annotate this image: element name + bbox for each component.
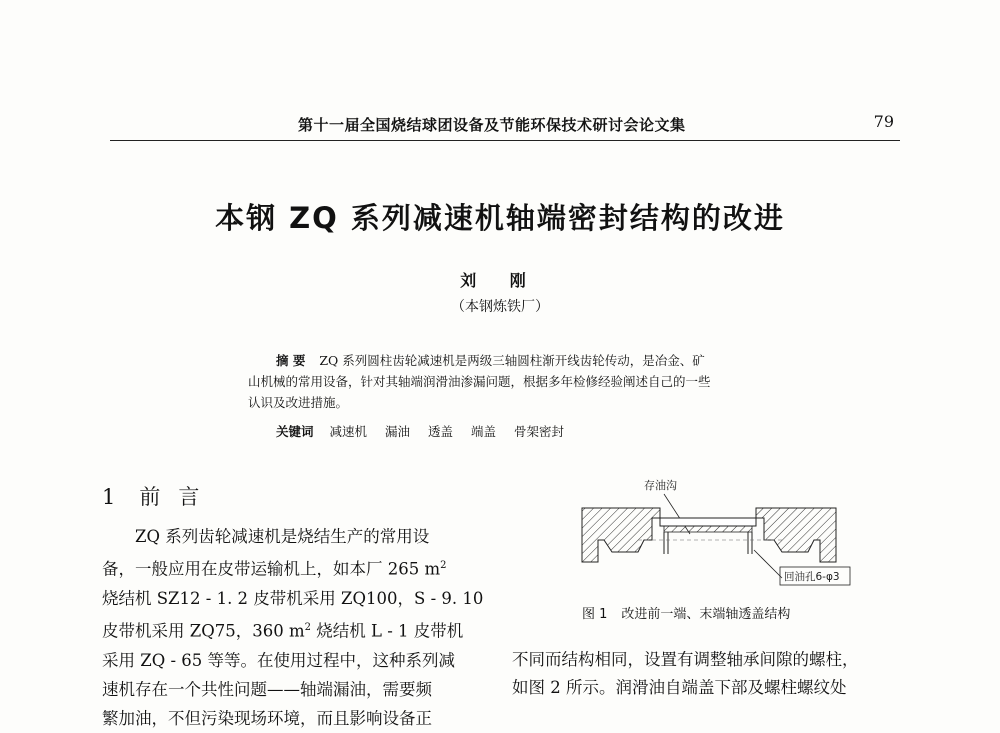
abstract [248, 350, 756, 413]
section-title: 前言 [139, 485, 218, 509]
body-line-text: 烧结机 L - 1 皮带机 [311, 621, 464, 641]
body-right-column [512, 646, 912, 702]
keyword: 骨架密封 [514, 424, 565, 439]
leader-line [754, 550, 782, 578]
keywords [276, 422, 578, 440]
figure-label-return-oil-hole: 回油孔6-φ3 [784, 571, 840, 583]
cover-right-half [756, 508, 836, 562]
keywords-label: 关键词 [276, 424, 314, 439]
body-line: ZQ 系列齿轮减速机是烧结生产的常用设 [135, 527, 430, 546]
figure-label-oil-groove: 存油沟 [644, 479, 677, 492]
body-line-text: 备，一般应用在皮带运输机上，如本厂 265 m [102, 559, 441, 579]
abstract-text-1: ZQ 系列圆柱齿轮减速机是两级三轴圆柱渐开线齿轮传动，是冶金、矿 [319, 353, 705, 368]
superscript: 2 [440, 560, 447, 572]
seal-ring [664, 526, 752, 532]
body-line [102, 613, 492, 646]
body-line: 如图 2 所示。润滑油自端盖下部及螺柱螺纹处 [512, 678, 847, 697]
body-left-column [102, 522, 492, 733]
body-line: 不同而结构相同，设置有调整轴承间隙的螺柱， [512, 650, 859, 669]
body-line-text: 皮带机采用 ZQ75，360 m [102, 621, 305, 641]
keyword: 透盖 [428, 424, 454, 439]
cover-left-half [582, 508, 660, 562]
body-line: 烧结机 SZ12 - 1. 2 皮带机采用 ZQ100，S - 9. 10 [102, 588, 484, 608]
figure-1-caption [582, 603, 790, 622]
superscript: 2 [304, 622, 311, 634]
author-affiliation: （本钢炼铁厂） [451, 299, 549, 315]
body-line [102, 551, 492, 584]
abstract-text-2: 山机械的常用设备，针对其轴端润滑油渗漏问题，根据多年检修经验阐述自己的一些 [248, 374, 711, 389]
figure-1-drawing [568, 474, 866, 600]
page-number: 79 [873, 112, 894, 131]
article-title: 本钢 ZQ 系列减速机轴端密封结构的改进 [215, 201, 785, 235]
abstract-text-3: 认识及改进措施。 [248, 395, 349, 410]
body-line: 速机存在一个共性问题——轴端漏油，需要频 [102, 680, 432, 700]
figure-number: 图 1 [582, 607, 608, 622]
abstract-label: 摘 要 [276, 353, 306, 368]
running-header [110, 108, 900, 141]
seal-bore [660, 518, 756, 526]
proceedings-title: 第十一届全国烧结球团设备及节能环保技术研讨会论文集 [298, 116, 686, 134]
author-name: 刘 刚 [460, 271, 540, 290]
keyword: 漏油 [385, 424, 411, 439]
keyword: 端盖 [471, 424, 497, 439]
section-number: 1 [102, 485, 118, 509]
body-line: 繁加油，不但污染现场环境，而且影响设备正 [102, 709, 432, 729]
section-heading [102, 481, 217, 511]
body-line: 采用 ZQ - 65 等等。在使用过程中，这种系列减 [102, 650, 456, 670]
keyword: 减速机 [329, 424, 368, 439]
abstract-line [248, 350, 756, 371]
figure-caption-text: 改进前一端、末端轴透盖结构 [621, 607, 791, 622]
